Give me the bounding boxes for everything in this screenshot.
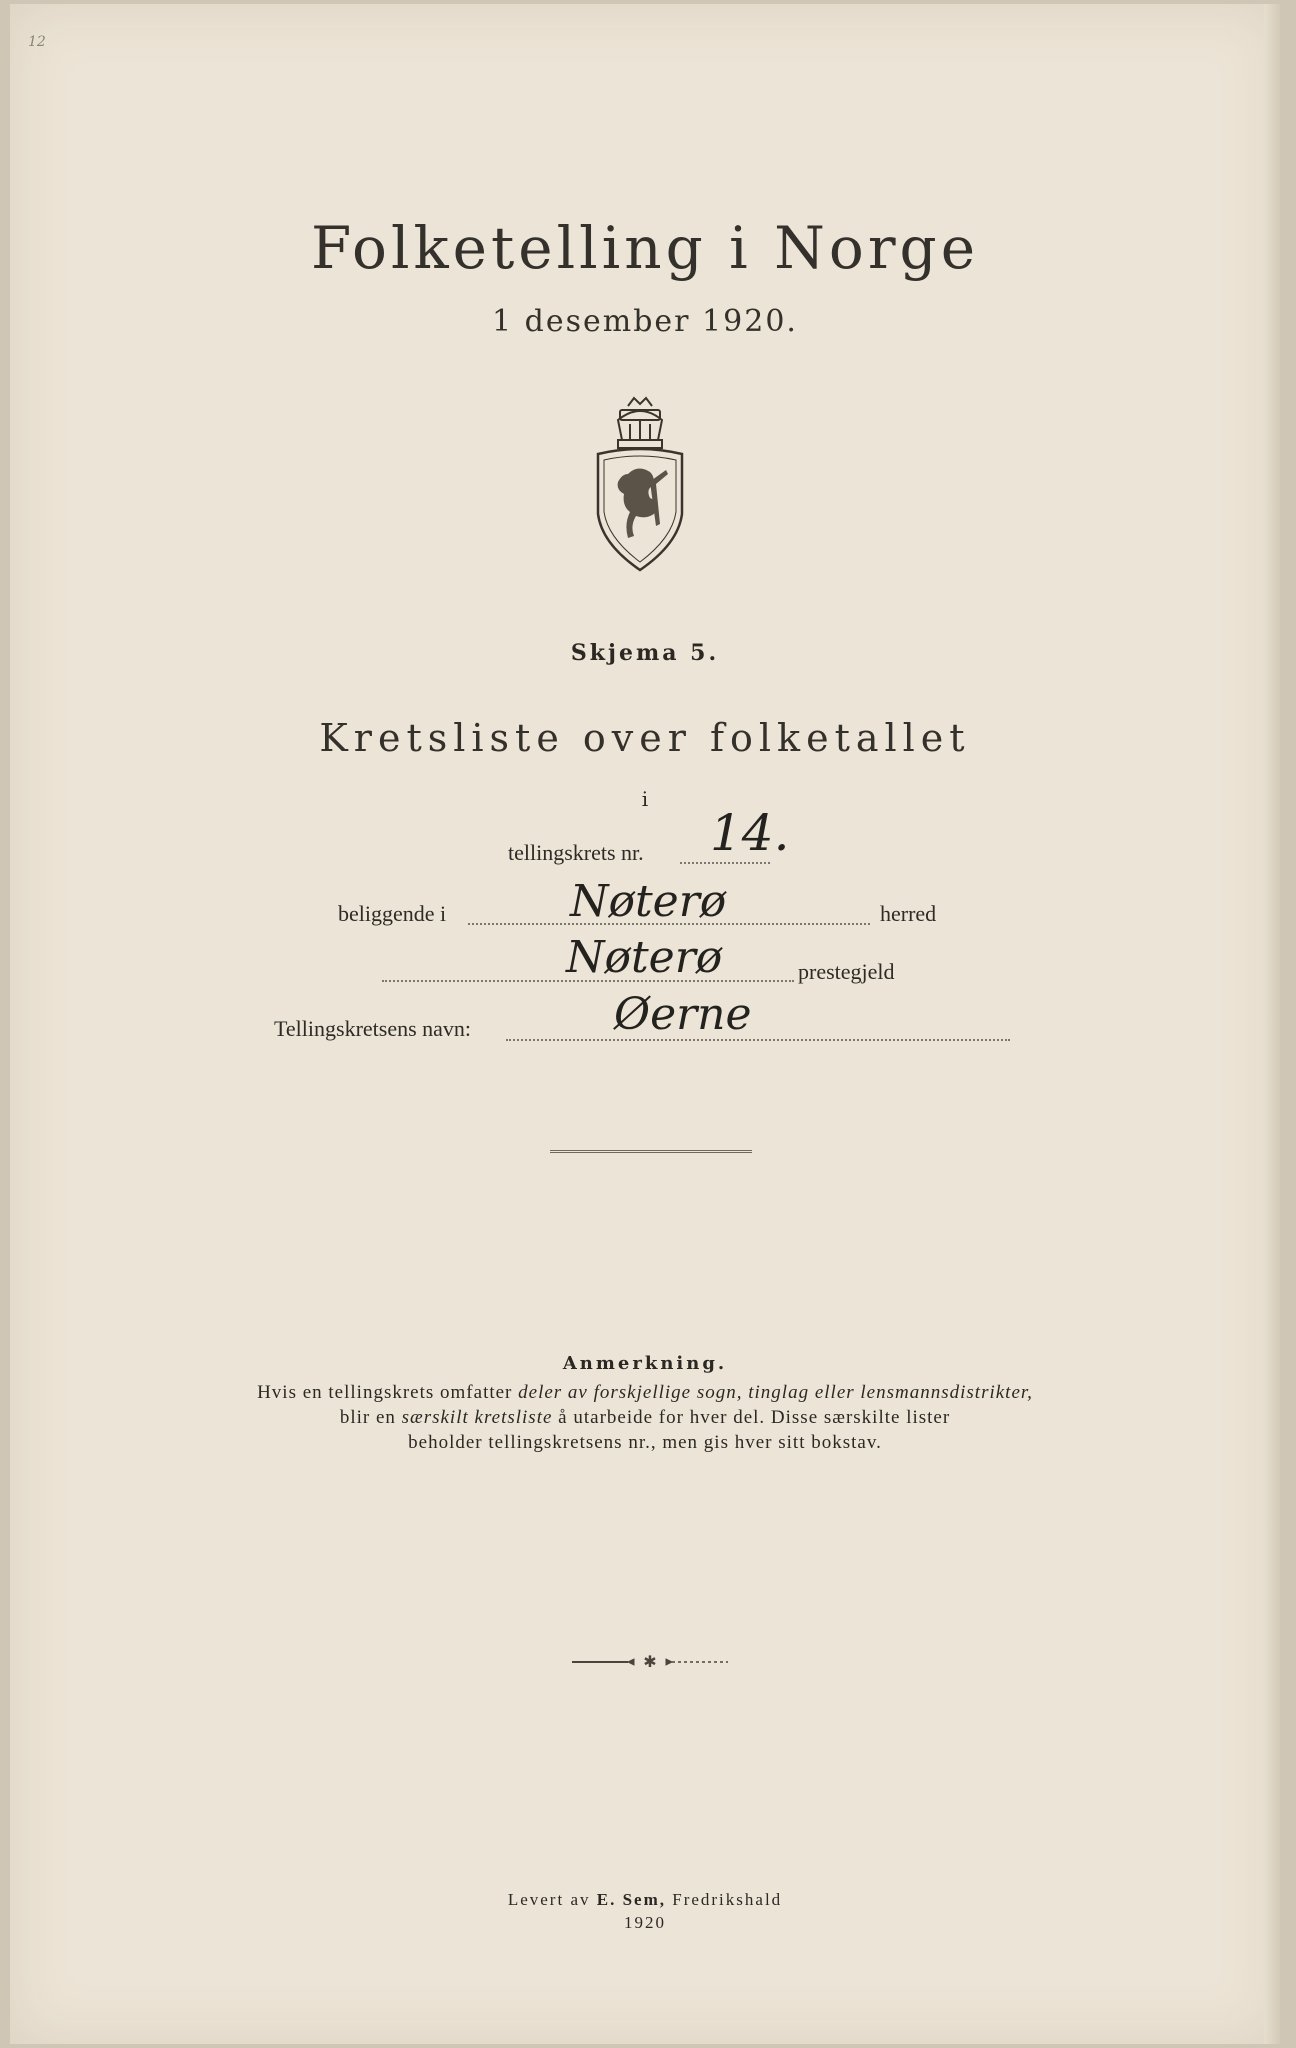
printer-credit <box>10 1890 1280 1910</box>
district-number-label: tellingskrets nr. <box>508 840 644 865</box>
district-name-line <box>506 1039 1010 1041</box>
ornament-divider-icon <box>570 1652 730 1672</box>
note-line-2 <box>10 1407 1280 1429</box>
document-page <box>10 4 1280 2044</box>
section-divider <box>550 1150 752 1155</box>
document-title: Folketelling i Norge <box>310 214 980 282</box>
note-line-1 <box>10 1382 1280 1404</box>
printer-place: Fredrikshald <box>665 1890 783 1909</box>
svg-text:✱: ✱ <box>643 1652 657 1671</box>
note-line-2-text-a: blir en <box>339 1407 402 1428</box>
form-heading: Kretsliste over folketallet <box>319 716 971 760</box>
note-line-3: beholder tellingskretsens nr., men gis hver sitt bokstav. <box>408 1432 882 1453</box>
schema-number: Skjema 5. <box>570 640 720 666</box>
district-number-line <box>680 862 770 864</box>
district-number-value: 14. <box>710 804 790 862</box>
note-line-2-text-b: å utarbeide for hver del. Disse særskilte lister <box>552 1407 951 1428</box>
district-name-value: Øerne <box>614 989 752 1040</box>
note-title: Anmerkning. <box>562 1353 728 1374</box>
corner-mark: 12 <box>28 34 46 50</box>
coat-of-arms-icon <box>590 394 690 574</box>
note-line-2-emphasis: særskilt kretsliste <box>401 1407 553 1428</box>
herred-suffix: herred <box>880 901 937 926</box>
district-name-label: Tellingskretsens navn: <box>274 1016 472 1041</box>
note-line-1-emphasis: deler av forskjellige sogn, tinglag eller lensmannsdistrikter, <box>518 1382 1033 1403</box>
herred-value: Nøterø <box>570 876 727 927</box>
preposition-i: i <box>641 787 649 811</box>
document-date: 1 desember 1920. <box>492 304 798 339</box>
prestegjeld-suffix: prestegjeld <box>798 959 895 984</box>
located-in-label: beliggende i <box>338 901 447 926</box>
printer-year: 1920 <box>624 1913 666 1932</box>
prestegjeld-value: Nøterø <box>566 932 723 983</box>
printer-name: E. Sem, <box>596 1890 666 1909</box>
printer-prefix: Levert av <box>507 1890 597 1909</box>
note-line-1-text: Hvis en tellingskrets omfatter <box>257 1382 519 1403</box>
